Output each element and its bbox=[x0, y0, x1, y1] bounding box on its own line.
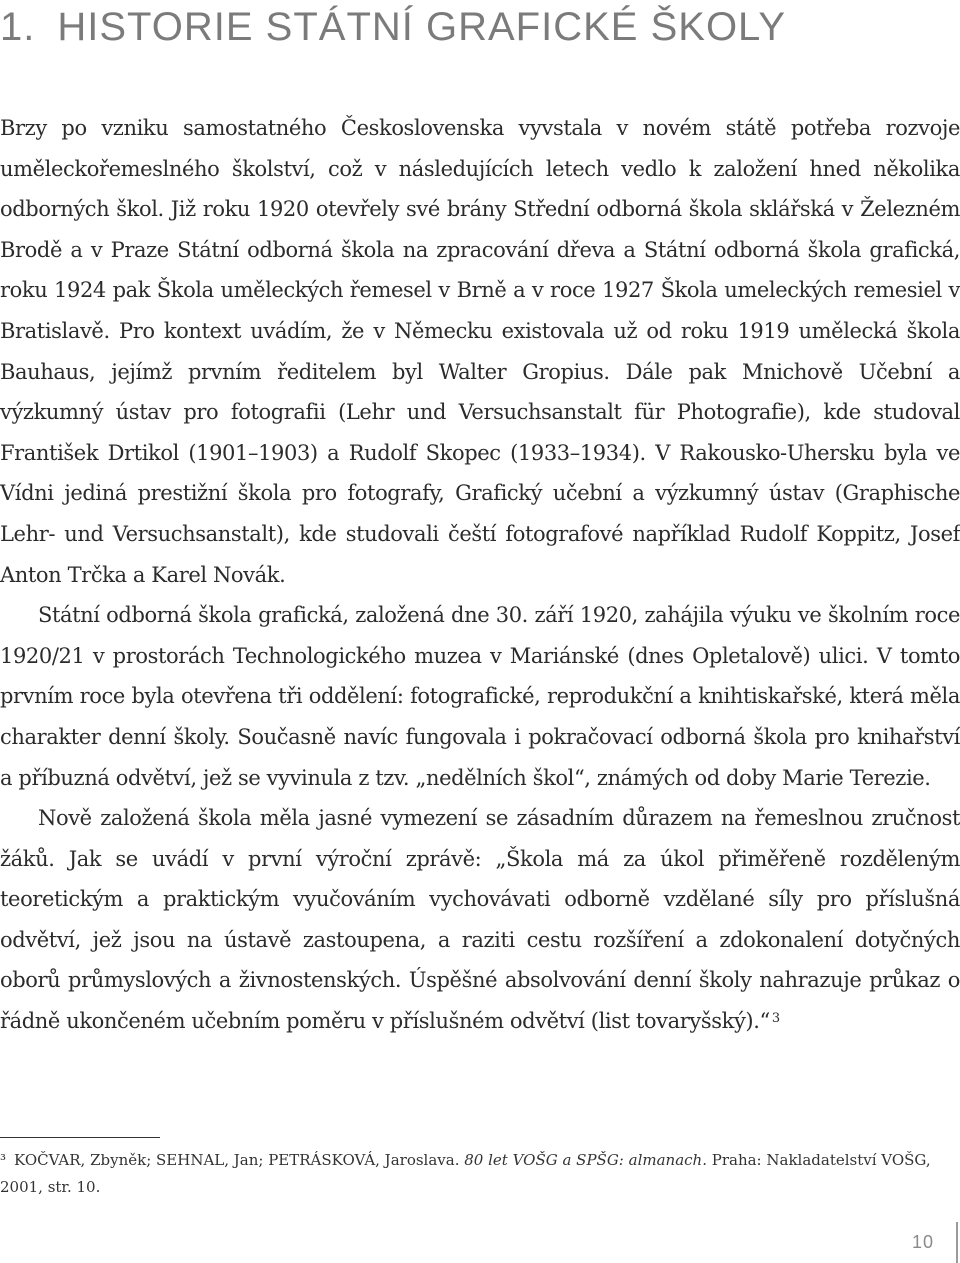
footnote-reference[interactable]: 3 bbox=[771, 1011, 780, 1027]
footnote bbox=[0, 1147, 960, 1201]
footnote-title: 80 let VOŠG a SPŠG: almanach. bbox=[464, 1151, 707, 1169]
chapter-title: HISTORIE STÁTNÍ GRAFICKÉ ŠKOLY bbox=[57, 5, 787, 49]
paragraph: Brzy po vzniku samostatného Československa vyvstala v novém státě potřeba rozvoje uměleckořemeslného školství, což v následujících letech vedlo k založení hned několika odborných škol. Již roku 1920 otevřely své brány Střední odborná škola sklářská v Železném Brodě a v Praze Státní odborná škola na zpracování dřeva a Státní odborná škola grafická, roku 1924 pak Škola uměleckých řemesel v Brně a v roce 1927 Škola umeleckých remesiel v Bratislavě. Pro kontext uvádím, že v Německu existovala už od roku 1919 umělecká škola Bauhaus, jejímž prvním ředitelem byl Walter Gropius. Dále pak Mnichově Učební a výzkumný ústav pro fotografii (Lehr und Versuchsanstalt für Photografie), kde studoval František Drtikol (1901–1903) a Rudolf Skopec (1933–1934). V Rakousko-Uhersku byla ve Vídni jediná prestižní škola pro fotografy, Grafický učební a výzkumný ústav (Graphische Lehr- und Versuchsanstalt), kde studovali čeští fotografové například Rudolf Koppitz, Josef Anton Trčka a Karel Novák. bbox=[0, 116, 960, 587]
page-edge-marker bbox=[956, 1222, 958, 1263]
chapter-number: 1. bbox=[0, 5, 36, 49]
body-text bbox=[0, 108, 960, 1042]
footnote-mark: ³ bbox=[0, 1151, 7, 1169]
page-number: 10 bbox=[911, 1232, 934, 1252]
chapter-heading bbox=[0, 4, 960, 50]
footnote-divider bbox=[0, 1137, 160, 1138]
paragraph: Státní odborná škola grafická, založená dne 30. září 1920, zahájila výuku ve školním roce 1920/21 v prostorách Technologického muzea v Mariánské (dnes Opletalově) ulici. V tomto prvním roce byla otevřena tři oddělení: fotografické, reprodukční a knihtiskařské, která měla charakter denní školy. Současně navíc fungovala i pokračovací odborná škola pro knihařství a příbuzná odvětví, jež se vyvinula z tzv. „nedělních škol“, známých od doby Marie Terezie. bbox=[0, 603, 960, 790]
paragraph-text: Nově založená škola měla jasné vymezení se zásadním důrazem na řemeslnou zručnost žáků. Jak se uvádí v první výroční zprávě: „Škola má za úkol přiměřeně rozděleným teoretickým a praktickým vyučováním vychovávati odborně vzdělané síly pro příslušná odvětví, jež jsou na ústavě zastoupena, a raziti cestu rozšíření a zdokonalení dotyčných oborů průmyslových a živnostenských. Úspěšné absolvování denní školy nahrazuje průkaz o řádně ukončeném učebním poměru v příslušném odvětví (list tovaryšský).“ bbox=[0, 806, 960, 1034]
paragraph bbox=[0, 798, 960, 1042]
footnote-publisher: Praha: Nakladatelství VOŠG, 2001, str. 10. bbox=[0, 1151, 931, 1196]
footnote-authors: KOČVAR, Zbyněk; SEHNAL, Jan; PETRÁSKOVÁ, Jaroslava. bbox=[14, 1151, 460, 1169]
